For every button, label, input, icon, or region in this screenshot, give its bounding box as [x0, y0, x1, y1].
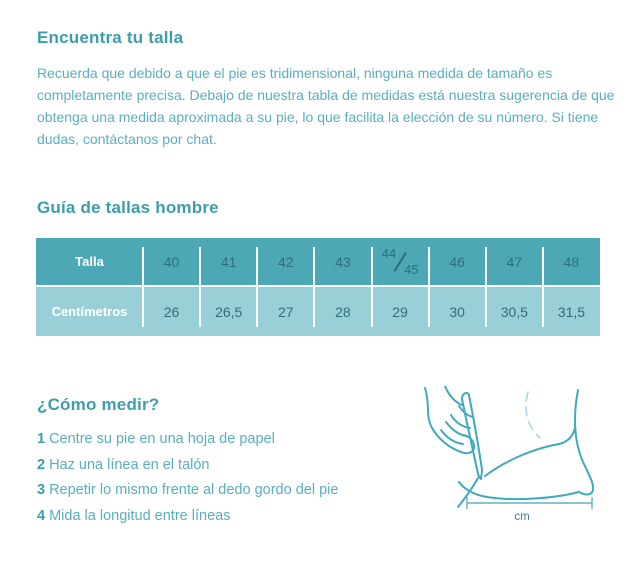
size-cell: 46 [429, 238, 486, 285]
step-text: Repetir lo mismo frente al dedo gordo del pie [49, 482, 339, 498]
cm-cell: 29 [372, 287, 429, 336]
men-size-guide-title: Guía de tallas hombre [37, 198, 219, 217]
size-fraction-top: 44 [381, 246, 397, 261]
cm-cell: 30,5 [486, 287, 543, 336]
step-number: 2 [37, 456, 46, 473]
size-cell: 40 [143, 238, 200, 285]
step-text: Haz una línea en el talón [49, 456, 210, 473]
size-row-header: Talla [75, 254, 104, 269]
step-number: 4 [37, 507, 46, 524]
size-row [36, 238, 600, 287]
step-text: Mida la longitud entre líneas [49, 507, 231, 524]
size-cell: 41 [200, 238, 257, 285]
cm-cell: 28 [314, 287, 371, 336]
size-cell: 43 [314, 238, 371, 285]
step-number: 3 [37, 482, 46, 498]
hand-with-pen-icon [425, 386, 482, 479]
size-cell-44-45 [372, 238, 429, 285]
step-text: Centre su pie en una hoja de papel [49, 431, 275, 447]
size-fraction-bottom: 45 [404, 262, 419, 277]
cm-label: cm [514, 511, 530, 523]
foot-measurement-illustration [407, 386, 637, 534]
size-guide-table [36, 238, 600, 336]
measurement-ruler [467, 497, 592, 523]
centimeters-row [36, 287, 600, 336]
size-intro-paragraph: Recuerda que debido a que el pie es tridimensional, ninguna medida de tamaño es completamente precisa. Debajo de nuestra tabla de medidas está nuestra sugerencia de que obtenga una medida aproximada a su pie, lo que facilita la elección de su número. Si tiene dudas, contáctanos por chat. [37, 65, 615, 147]
size-cell: 48 [543, 238, 600, 285]
cm-cell: 26 [143, 287, 200, 336]
cm-cell: 27 [257, 287, 314, 336]
how-to-measure-title: ¿Cómo medir? [37, 395, 160, 414]
cm-cell: 30 [429, 287, 486, 336]
how-to-measure-section [37, 388, 643, 538]
size-cell: 42 [257, 238, 314, 285]
centimeters-row-header: Centímetros [51, 304, 128, 319]
step-number: 1 [37, 431, 46, 447]
cm-cell: 26,5 [200, 287, 257, 336]
size-fraction [381, 246, 419, 277]
cm-cell: 31,5 [543, 287, 600, 336]
size-cell: 47 [486, 238, 543, 285]
find-your-size-title: Encuentra tu talla [37, 28, 184, 47]
